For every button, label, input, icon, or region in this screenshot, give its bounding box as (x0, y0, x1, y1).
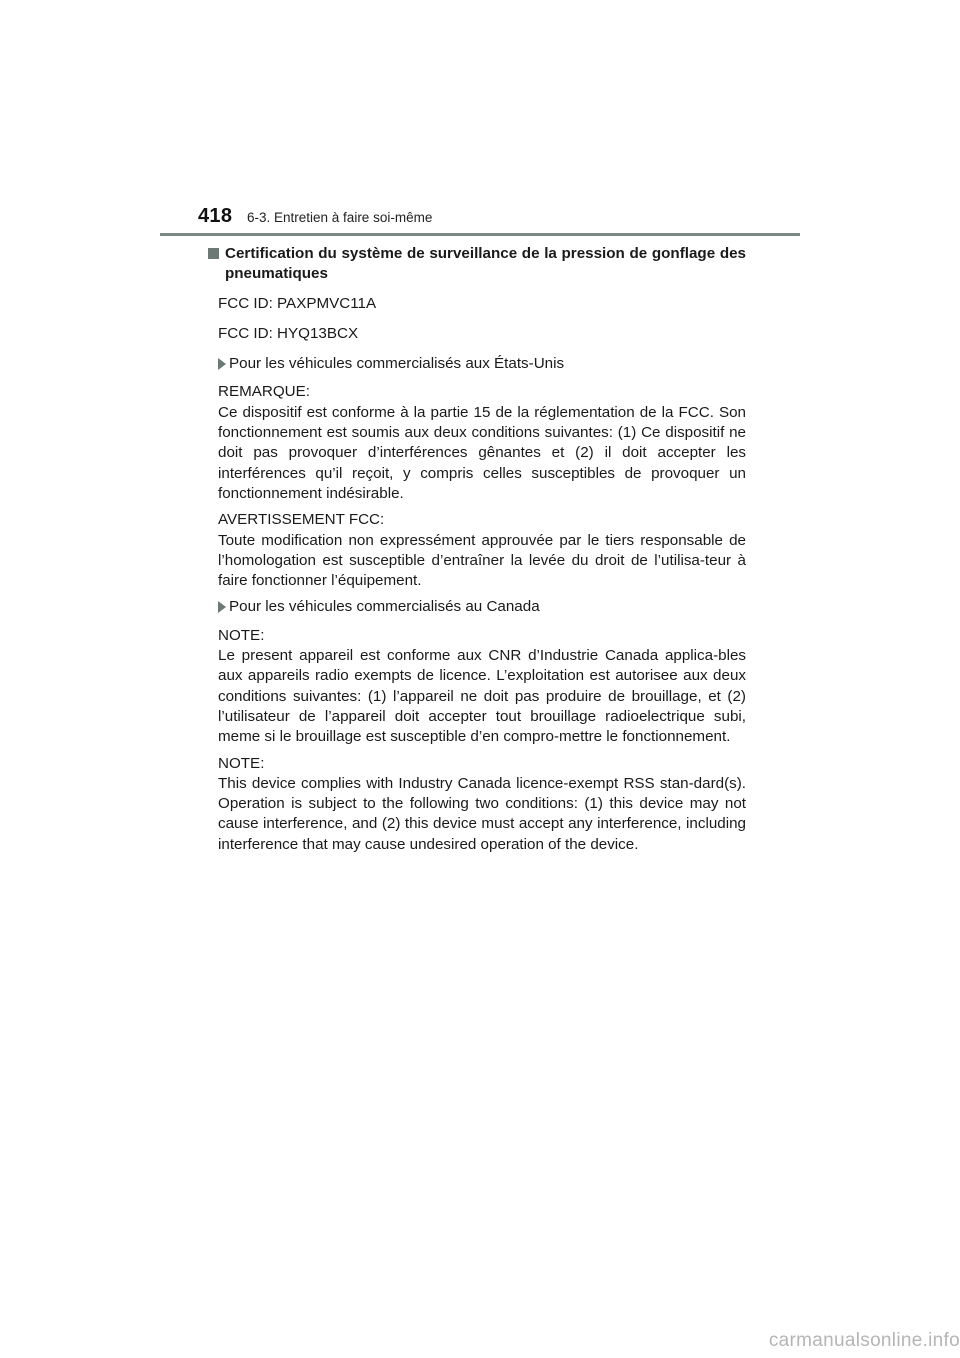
note-fr-block (218, 626, 746, 748)
avertissement-label: AVERTISSEMENT FCC: (218, 511, 385, 529)
bullet-canada (218, 597, 746, 617)
fcc-id-2: FCC ID: HYQ13BCX (218, 324, 359, 342)
note-en-label: NOTE: (218, 754, 265, 772)
bullet-us (218, 354, 746, 374)
avertissement-block (218, 510, 746, 591)
avertissement-body: Toute modification non expressément approuvée par le tiers responsable de l’homologation est susceptible d’entraîner la levée du droit de l’utilisa-teur à faire fonctionner l’équipement. (218, 531, 746, 590)
square-bullet-icon (208, 248, 219, 259)
watermark: carmanualsonline.info (768, 1330, 960, 1351)
remarque-label: REMARQUE: (218, 383, 310, 401)
note-fr-label: NOTE: (218, 626, 265, 644)
note-en-block (218, 754, 746, 855)
page-content (208, 244, 746, 861)
remarque-block (218, 382, 746, 504)
bullet-canada-text: Pour les véhicules commercialisés au Canada (229, 598, 540, 616)
remarque-body: Ce dispositif est conforme à la partie 15 de la réglementation de la FCC. Son fonctionnement est soumis aux deux conditions suivantes: (1) Ce dispositif ne doit pas provoquer d’interférences gênantes et (2) il doit accepter les interférences qu’il reçoit, y compris celles susceptibles de provoquer un fonctionnement indésirable. (218, 403, 746, 502)
triangle-right-icon (218, 601, 226, 613)
note-fr-body: Le present appareil est conforme aux CNR d’Industrie Canada applica-bles aux appareils radio exempts de licence. L’exploitation est autorisee aux deux conditions suivantes: (1) l’appareil ne doit pas produire de brouillage, et (2) l’utilisateur de l’appareil doit accepter tout brouillage radioelectrique subi, meme si le brouillage est susceptible d’en compro-mettre le fonctionnement. (218, 647, 746, 746)
header-rule (160, 233, 800, 236)
triangle-right-icon (218, 358, 226, 370)
section-heading-text: Certification du système de surveillance de la pression de gonflage des pneumatiques (225, 245, 746, 283)
body-block (208, 294, 746, 855)
fcc-id-1: FCC ID: PAXPMVC11A (218, 294, 377, 312)
page-header (198, 200, 800, 236)
note-en-body: This device complies with Industry Canada licence-exempt RSS stan-dard(s). Operation is subject to the following two conditions: (1) this device may not cause interference, and (2) this device must accept any interference, including interference that may cause undesired operation of the device. (218, 774, 746, 853)
section-heading (208, 244, 746, 285)
bullet-us-text: Pour les véhicules commercialisés aux États-Unis (229, 355, 565, 373)
section-title: 6-3. Entretien à faire soi-même (247, 210, 433, 225)
page-number: 418 (198, 205, 233, 227)
